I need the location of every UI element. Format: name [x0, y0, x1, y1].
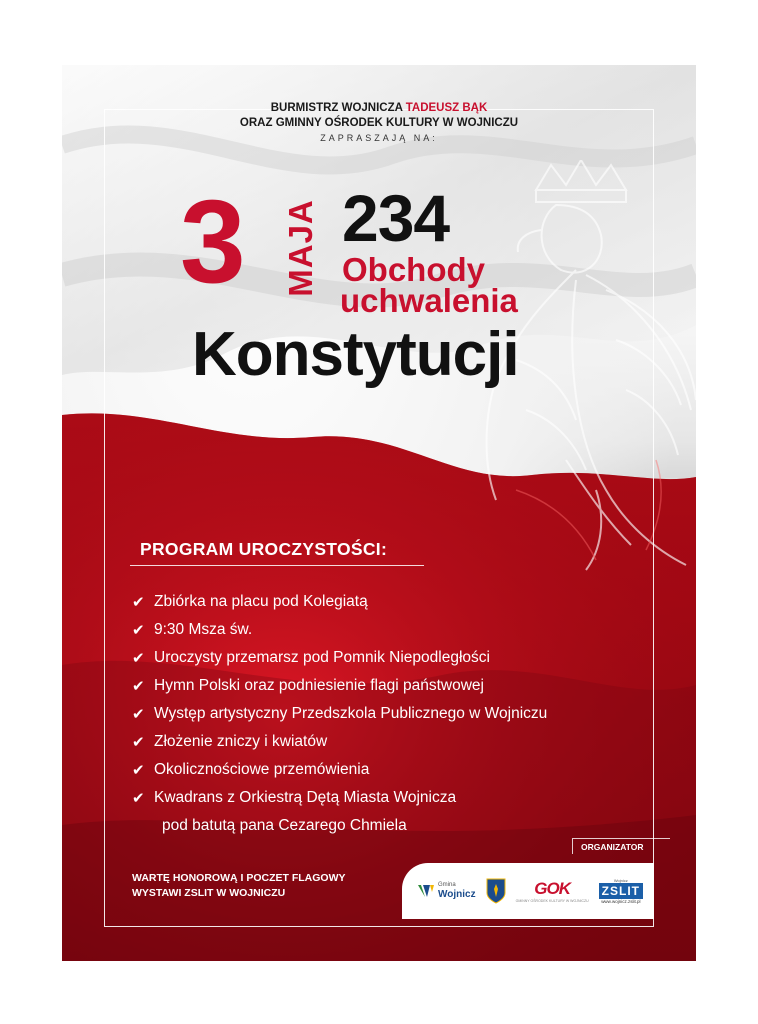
checkmark-icon: ✔: [132, 677, 145, 695]
gmina-wojnicz-logo: [417, 882, 476, 900]
header-line-organizers: [62, 101, 696, 116]
checkmark-icon: ✔: [132, 649, 145, 667]
title-line-1: Obchody: [342, 251, 486, 288]
gok-logo: [516, 879, 589, 903]
gmina-small-label: Gmina: [438, 882, 456, 888]
list-item: [132, 731, 652, 759]
zslit-url: www.wojnicz.zslit.pl: [601, 899, 641, 904]
organizer-logos: [402, 863, 654, 919]
honor-guard-note: [132, 871, 346, 901]
header-culture-center: ORAZ GMINNY OŚRODEK KULTURY W WOJNICZU: [239, 117, 519, 129]
list-item-text: Kwadrans z Orkiestrą Dętą Miasta Wojnicza: [154, 789, 457, 806]
list-item-text: 9:30 Msza św.: [154, 621, 253, 638]
list-item: [132, 703, 652, 731]
honor-guard-line-1: WARTĘ HONOROWĄ I POCZET FLAGOWY: [132, 872, 346, 884]
list-item-text: Złożenie zniczy i kwiatów: [154, 733, 328, 750]
list-item-text: Hymn Polski oraz podniesienie flagi państwowej: [154, 677, 484, 694]
list-item-text: Zbiórka na placu pod Kolegiatą: [154, 593, 368, 610]
checkmark-icon: ✔: [132, 789, 145, 807]
checkmark-icon: ✔: [132, 593, 145, 611]
checkmark-icon: ✔: [132, 705, 145, 723]
list-item-text: Okolicznościowe przemówienia: [154, 761, 370, 778]
header-invite: ZAPRASZAJĄ NA:: [320, 133, 438, 143]
gok-logo-subtitle: GMINNY OŚRODEK KULTURY W WOJNICZU: [515, 899, 589, 903]
checkmark-icon: ✔: [132, 621, 145, 639]
header: [62, 101, 696, 145]
title-line-2: uchwalenia: [340, 282, 518, 319]
honor-guard-line-2: WYSTAWI ZSLIT W WOJNICZU: [132, 887, 286, 899]
list-item: [132, 619, 652, 647]
list-item: [132, 759, 652, 787]
anniversary-number: 234: [342, 181, 450, 255]
gmina-name: Wojnicz: [438, 889, 476, 900]
zslit-small-label: Wojnicz: [613, 878, 628, 883]
header-mayor-name: TADEUSZ BĄK: [405, 102, 488, 114]
zslit-logo-text: ZSLIT: [599, 883, 643, 899]
header-mayor-title: BURMISTRZ WOJNICZA: [270, 102, 403, 114]
poster: [62, 65, 696, 961]
date-month: MAJA: [282, 199, 319, 297]
program-list: [132, 591, 652, 837]
program-heading: PROGRAM UROCZYSTOŚCI:: [140, 539, 388, 559]
organizer-label: ORGANIZATOR: [572, 838, 670, 854]
program-underline: [130, 565, 424, 566]
checkmark-icon: ✔: [132, 761, 145, 779]
coat-of-arms-icon: [486, 878, 506, 904]
gmina-leaf-icon: [417, 883, 435, 899]
list-item: [132, 675, 652, 703]
gok-logo-text: GOK: [534, 879, 570, 898]
list-item-text: Uroczysty przemarsz pod Pomnik Niepodległości: [154, 649, 490, 666]
date-day: 3: [180, 176, 243, 308]
date-month-wrapper: [284, 189, 318, 307]
list-item: [132, 591, 652, 619]
zslit-logo: [599, 878, 643, 904]
checkmark-icon: ✔: [132, 733, 145, 751]
list-item: [132, 787, 652, 815]
title-line-3: Konstytucji: [192, 320, 519, 389]
list-item-continuation: pod batutą pana Cezarego Chmiela: [162, 817, 407, 834]
list-item-text: Występ artystyczny Przedszkola Publicznego w Wojniczu: [154, 705, 548, 722]
list-item: [132, 647, 652, 675]
